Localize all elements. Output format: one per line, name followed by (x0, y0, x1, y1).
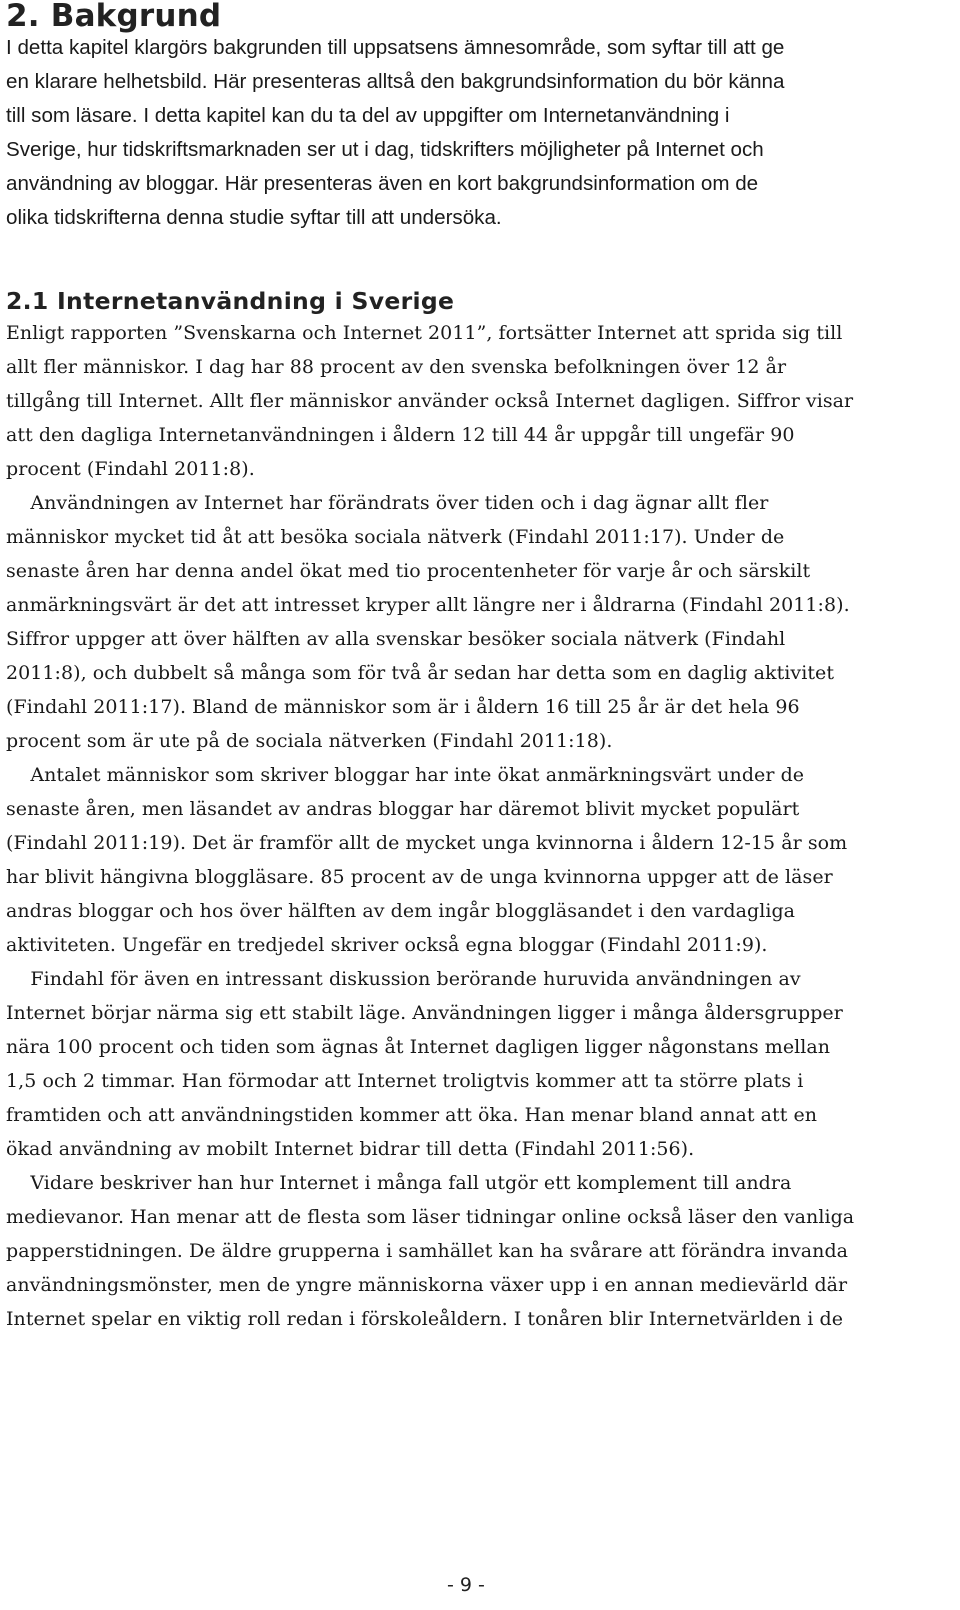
text-line: senaste åren, men läsandet av andras bloggar har däremot blivit mycket populärt (6, 798, 800, 820)
text-line: nära 100 procent och tiden som ägnas åt Internet dagligen ligger någonstans mellan (6, 1036, 831, 1058)
text-line: andras bloggar och hos över hälften av dem ingår bloggläsandet i den vardagliga (6, 900, 796, 922)
intro-paragraph (6, 31, 946, 235)
text-line: senaste åren har denna andel ökat med tio procentenheter för varje år och särskilt (6, 560, 811, 582)
text-line: procent (Findahl 2011:8). (6, 458, 255, 480)
text-line: Antalet människor som skriver bloggar har inte ökat anmärkningsvärt under de (6, 764, 805, 786)
text-line: Internet börjar närma sig ett stabilt läge. Användningen ligger i många åldersgrupper (6, 1002, 843, 1024)
text-line: människor mycket tid åt att besöka sociala nätverk (Findahl 2011:17). Under de (6, 526, 785, 548)
text-line: Internet spelar en viktig roll redan i förskoleåldern. I tonåren blir Internetvärlden i de (6, 1308, 843, 1330)
text-line: en klarare helhetsbild. Här presenteras alltså den bakgrundsinformation du bör känna (6, 70, 785, 93)
text-line: olika tidskrifterna denna studie syftar till att undersöka. (6, 206, 502, 229)
text-line: Findahl för även en intressant diskussion berörande huruvida användningen av (6, 968, 801, 990)
text-line: I detta kapitel klargörs bakgrunden till uppsatsens ämnesområde, som syftar till att ge (6, 36, 785, 59)
section-heading: 2. Bakgrund (6, 0, 222, 34)
text-line: papperstidningen. De äldre grupperna i samhället kan ha svårare att förändra invanda (6, 1240, 849, 1262)
text-line: medievanor. Han menar att de flesta som läser tidningar online också läser den vanliga (6, 1206, 855, 1228)
text-line: anmärkningsvärt är det att intresset kryper allt längre ner i åldrarna (Findahl 2011:8). (6, 594, 850, 616)
text-line: Användningen av Internet har förändrats över tiden och i dag ägnar allt fler (6, 492, 769, 514)
text-line: Siffror uppger att över hälften av alla svenskar besöker sociala nätverk (Findahl (6, 628, 786, 650)
text-line: framtiden och att användningstiden kommer att öka. Han menar bland annat att en (6, 1104, 818, 1126)
text-line: Enligt rapporten ”Svenskarna och Internet 2011”, fortsätter Internet att sprida sig till (6, 322, 843, 344)
text-line: Sverige, hur tidskriftsmarknaden ser ut i dag, tidskrifters möjligheter på Internet och (6, 138, 764, 161)
text-line: att den dagliga Internetanvändningen i åldern 12 till 44 år uppgår till ungefär 90 (6, 424, 795, 446)
text-line: procent som är ute på de sociala nätverken (Findahl 2011:18). (6, 730, 613, 752)
text-line: tillgång till Internet. Allt fler människor använder också Internet dagligen. Siffror visar (6, 390, 854, 412)
text-line: till som läsare. I detta kapitel kan du ta del av uppgifter om Internetanvändning i (6, 104, 730, 127)
text-line: (Findahl 2011:19). Det är framför allt de mycket unga kvinnorna i åldern 12-15 år som (6, 832, 848, 854)
text-line: allt fler människor. I dag har 88 procent av den svenska befolkningen över 12 år (6, 356, 787, 378)
text-line: användning av bloggar. Här presenteras även en kort bakgrundsinformation om de (6, 172, 759, 195)
text-line: har blivit hängivna bloggläsare. 85 procent av de unga kvinnorna uppger att de läser (6, 866, 833, 888)
page-number: - 9 - (447, 1574, 485, 1596)
body-text (6, 316, 946, 1336)
text-line: ökad användning av mobilt Internet bidrar till detta (Findahl 2011:56). (6, 1138, 695, 1160)
text-line: användningsmönster, men de yngre människorna växer upp i en annan medievärld där (6, 1274, 848, 1296)
text-line: Vidare beskriver han hur Internet i många fall utgör ett komplement till andra (6, 1172, 792, 1194)
text-line: 2011:8), och dubbelt så många som för två år sedan har detta som en daglig aktivitet (6, 662, 835, 684)
subsection-heading: 2.1 Internetanvändning i Sverige (6, 287, 455, 315)
text-line: 1,5 och 2 timmar. Han förmodar att Internet troligtvis kommer att ta större plats i (6, 1070, 804, 1092)
text-line: (Findahl 2011:17). Bland de människor som är i åldern 16 till 25 år är det hela 96 (6, 696, 800, 718)
text-line: aktiviteten. Ungefär en tredjedel skriver också egna bloggar (Findahl 2011:9). (6, 934, 768, 956)
